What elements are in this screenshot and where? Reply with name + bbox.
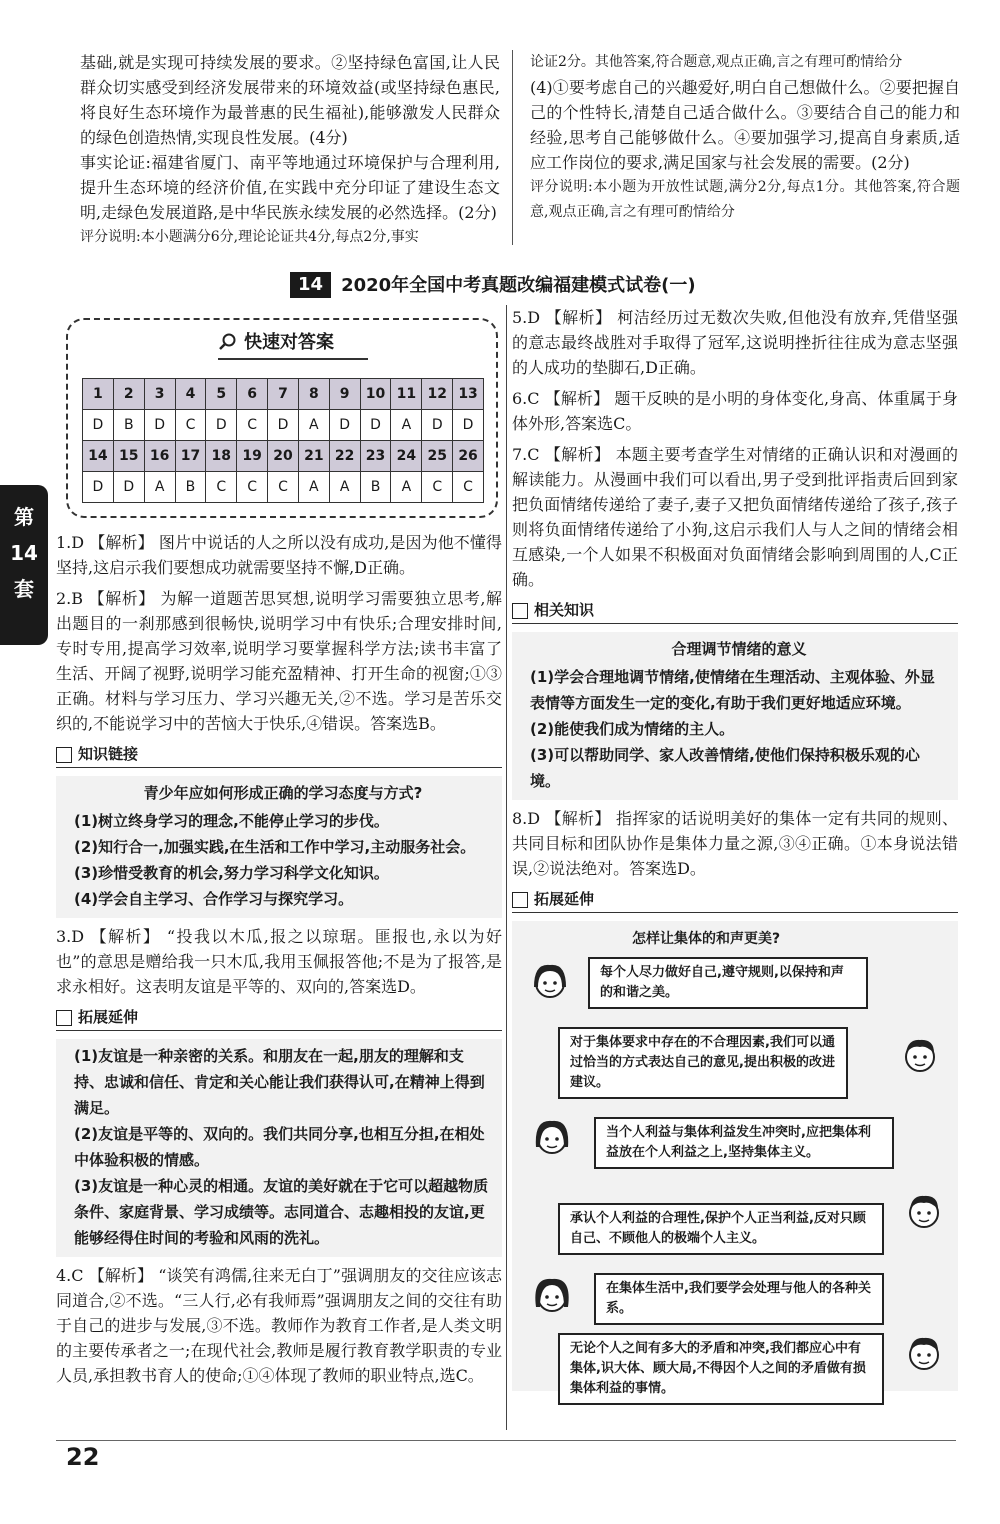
- answer-cell: A: [329, 472, 360, 503]
- question-number-cell: 19: [237, 441, 268, 472]
- extension-header-right: [512, 887, 958, 913]
- answer-cell: D: [206, 410, 237, 441]
- answer-cell: A: [298, 410, 329, 441]
- top-right-text: [530, 50, 960, 225]
- answer-cell: C: [453, 472, 484, 503]
- extension-icon: [56, 1010, 72, 1026]
- emotion-regulation-item: (3)可以帮助同学、家人改善情绪,使他们保持积极乐观的心境。: [530, 746, 920, 790]
- boy-face-icon: [896, 1031, 944, 1079]
- emotion-regulation-box: [512, 632, 958, 800]
- friendship-item: (2)友谊是平等的、双向的。我们共同分享,也相互分担,在相处中体验积极的情感。: [74, 1125, 485, 1169]
- extension-header-left: [56, 1005, 502, 1031]
- top-left-para-3: 评分说明:本小题满分6分,理论论证共4分,每点2分,事实: [80, 229, 419, 245]
- answer-cell: C: [237, 472, 268, 503]
- question-number-cell: 22: [329, 441, 360, 472]
- answer-explanation-7: 7.C 【解析】 本题主要考查学生对情绪的正确认识和对漫画的解读能力。从漫画中我们可以看出,男子受到批评指责后回到家把负面情绪传递给了妻子,妻子又把负面情绪传递给了孩子,孩子则将负面情绪传递给了小狗,这启示我们人与人之间的情绪会相互感染,一个人如果不积极面对负面情绪会影响到周围的人,C正确。: [512, 445, 958, 589]
- answer-cell: C: [422, 472, 453, 503]
- answer-cell: D: [453, 410, 484, 441]
- question-number-cell: 15: [113, 441, 144, 472]
- answer-key-title: [218, 328, 358, 356]
- side-tab-line-1: 第: [14, 505, 34, 529]
- answer-cell: B: [360, 472, 391, 503]
- question-number-cell: 6: [237, 379, 268, 410]
- collective-harmony-cartoon: [512, 921, 958, 1396]
- learning-attitude-item: (4)学会自主学习、合作学习与探究学习。: [74, 890, 354, 908]
- answer-cell: C: [237, 410, 268, 441]
- answer-cell: D: [268, 410, 299, 441]
- answer-cell: C: [268, 472, 299, 503]
- question-number-cell: 11: [391, 379, 422, 410]
- knowledge-link-header: [56, 742, 502, 768]
- learning-attitude-item: (1)树立终身学习的理念,不能停止学习的步伐。: [74, 812, 389, 830]
- speech-bubble-5: 在集体生活中,我们要学会处理与他人的各种关系。: [594, 1273, 884, 1325]
- right-column: [512, 305, 958, 1396]
- speech-bubble-3: 当个人利益与集体利益发生冲突时,应把集体利益放在个人利益之上,坚持集体主义。: [594, 1117, 894, 1169]
- speech-bubble-4: 承认个人利益的合理性,保护个人正当利益,反对只顾自己、不顾他人的极端个人主义。: [558, 1203, 884, 1255]
- question-number-cell: 14: [83, 441, 114, 472]
- speech-bubble-1: 每个人尽力做好自己,遵守规则,以保持和声的和谐之美。: [588, 957, 868, 1009]
- question-number-cell: 13: [453, 379, 484, 410]
- top-left-para-1: 基础,就是实现可持续发展的要求。②坚持绿色富国,让人民群众切实感受到经济发展带来的环境效益(或坚持绿色惠民,将良好生态环境作为最普惠的民生福祉),能够激发人民群众的绿色创造热情,实现良性发展。(4分): [80, 53, 500, 147]
- page-number: 22: [66, 1443, 100, 1471]
- top-right-para-2: (4)①要考虑自己的兴趣爱好,明白自己想做什么。②要把握自己的个性特长,清楚自己适合做什么。③要结合自己的能力和经验,思考自己能够做什么。④要加强学习,提高自身素质,适应工作岗位的要求,满足国家与社会发展的需要。(2分): [530, 78, 960, 172]
- learning-attitude-item: (2)知行合一,加强实践,在生活和工作中学习,主动服务社会。: [74, 838, 476, 856]
- emotion-regulation-item: (2)能使我们成为情绪的主人。: [530, 720, 735, 738]
- link-icon: [56, 747, 72, 763]
- question-number-cell: 2: [113, 379, 144, 410]
- related-icon: [512, 603, 528, 619]
- learning-attitude-box: [56, 776, 502, 918]
- answer-key-title-underline: [218, 358, 368, 360]
- friendship-item: (3)友谊是一种心灵的相通。友谊的美好就在于它可以超越物质条件、家庭背景、学习成绩等。志同道合、志趣相投的友谊,更能够经得住时间的考验和风雨的洗礼。: [74, 1177, 489, 1247]
- friendship-item: (1)友谊是一种亲密的关系。和朋友在一起,朋友的理解和支持、忠诚和信任、肯定和关心能让我们获得认可,在精神上得到满足。: [74, 1047, 485, 1117]
- section-number: 14: [290, 272, 331, 298]
- speech-bubble-2: 对于集体要求中存在的不合理因素,我们可以通过恰当的方式表达自己的意见,提出积极的改进建议。: [558, 1027, 848, 1099]
- answer-cell: D: [422, 410, 453, 441]
- answer-row-numbers-2: [83, 441, 484, 472]
- girl-face-icon: [528, 1113, 576, 1161]
- extension-label-left: 拓展延伸: [78, 1008, 139, 1026]
- magnifier-icon: [218, 332, 238, 352]
- question-number-cell: 23: [360, 441, 391, 472]
- left-column: [56, 530, 502, 1394]
- question-number-cell: 9: [329, 379, 360, 410]
- column-divider: [506, 305, 507, 1430]
- answer-cell: A: [391, 472, 422, 503]
- question-number-cell: 17: [175, 441, 206, 472]
- answer-cell: B: [175, 472, 206, 503]
- answer-explanation-4: 4.C 【解析】 “谈笑有鸿儒,往来无白丁”强调朋友的交往应该志同道合,②不选。“三人行,必有我师焉”强调朋友之间的交往有助于自己的进步与发展,③不选。教师作为教育工作者,是人类文明的主要传承者之一;在现代社会,教师是履行教育教学职责的专业人员,承担教书育人的使命;①④体现了教师的职业特点,选C。: [56, 1266, 502, 1385]
- speech-bubble-6: 无论个人之间有多大的矛盾和冲突,我们都应心中有集体,识大体、顾大局,不得因个人之间的矛盾做有损集体利益的事情。: [558, 1333, 884, 1405]
- question-number-cell: 16: [144, 441, 175, 472]
- question-number-cell: 24: [391, 441, 422, 472]
- girl-face-icon: [528, 1271, 576, 1319]
- answer-cell: D: [144, 410, 175, 441]
- girl-face-icon: [526, 957, 574, 1005]
- boy-face-icon: [900, 1329, 948, 1377]
- knowledge-link-label: 知识链接: [78, 745, 139, 763]
- side-tab-line-3: 套: [14, 577, 34, 601]
- top-left-para-2: 事实论证:福建省厦门、南平等地通过环境保护与合理利用,提升生态环境的经济价值,在实践中充分印证了建设生态文明,走绿色发展道路,是中华民族永续发展的必然选择。(2分): [80, 153, 500, 222]
- question-number-cell: 12: [422, 379, 453, 410]
- related-knowledge-label: 相关知识: [534, 601, 595, 619]
- answer-row-numbers-1: [83, 379, 484, 410]
- extension-icon: [512, 892, 528, 908]
- answer-explanation-1: 1.D 【解析】 图片中说话的人之所以没有成功,是因为他不懂得坚持,这启示我们要想成功就需要坚持不懈,D正确。: [56, 533, 502, 577]
- question-number-cell: 5: [206, 379, 237, 410]
- extension-label-right: 拓展延伸: [534, 890, 595, 908]
- answer-key-table: [82, 378, 484, 503]
- cartoon-title: 怎样让集体的和声更美?: [632, 931, 781, 947]
- question-number-cell: 25: [422, 441, 453, 472]
- answer-cell: D: [329, 410, 360, 441]
- side-tab: [0, 485, 48, 645]
- answer-row-answers-1: [83, 410, 484, 441]
- learning-attitude-title: 青少年应如何形成正确的学习态度与方式?: [143, 784, 423, 802]
- question-number-cell: 8: [298, 379, 329, 410]
- emotion-regulation-title: 合理调节情绪的意义: [671, 640, 807, 658]
- answer-cell: D: [83, 472, 114, 503]
- answer-cell: B: [113, 410, 144, 441]
- answer-cell: A: [144, 472, 175, 503]
- footer-line: [56, 1440, 956, 1441]
- question-number-cell: 1: [83, 379, 114, 410]
- question-number-cell: 21: [298, 441, 329, 472]
- answer-explanation-2: 2.B 【解析】 为解一道题苦思冥想,说明学习需要独立思考,解出题目的一刹那感到很畅快,说明学习中有快乐;合理安排时间,专时专用,提高学习效率,说明学习要掌握科学方法;读书丰富了生活、开阔了视野,说明学习能充盈精神、打开生命的视窗;①③正确。材料与学习压力、学习兴趣无关,②不选。学习是苦乐交织的,不能说学习中的苦恼大于快乐,④错误。答案选B。: [56, 589, 502, 733]
- question-number-cell: 4: [175, 379, 206, 410]
- answer-cell: A: [298, 472, 329, 503]
- section-heading: [290, 270, 696, 300]
- answer-key-title-text: 快速对答案: [244, 331, 334, 353]
- question-number-cell: 10: [360, 379, 391, 410]
- section-title: 2020年全国中考真题改编福建模式试卷(一): [341, 274, 696, 296]
- top-right-para-3: 评分说明:本小题为开放性试题,满分2分,每点1分。其他答案,符合题意,观点正确,言之有理可酌情给分: [530, 179, 960, 220]
- question-number-cell: 7: [268, 379, 299, 410]
- boy-face-icon: [900, 1187, 948, 1235]
- side-tab-line-2: 14: [10, 541, 38, 565]
- answer-cell: D: [360, 410, 391, 441]
- question-number-cell: 20: [268, 441, 299, 472]
- emotion-regulation-item: (1)学会合理地调节情绪,使情绪在生理活动、主观体验、外显表情等方面发生一定的变化,有助于我们更好地适应环境。: [530, 668, 935, 712]
- answer-cell: C: [206, 472, 237, 503]
- question-number-cell: 3: [144, 379, 175, 410]
- answer-explanation-6: 6.C 【解析】 题干反映的是小明的身体变化,身高、体重属于身体外形,答案选C。: [512, 389, 958, 433]
- friendship-box: [56, 1039, 502, 1257]
- answer-cell: D: [113, 472, 144, 503]
- related-knowledge-header: [512, 598, 958, 624]
- top-right-para-1: 论证2分。其他答案,符合题意,观点正确,言之有理可酌情给分: [530, 54, 903, 70]
- question-number-cell: 18: [206, 441, 237, 472]
- top-left-text: [80, 50, 500, 250]
- answer-cell: D: [83, 410, 114, 441]
- answer-explanation-3: 3.D 【解析】 “投我以木瓜,报之以琼琚。匪报也,永以为好也”的意思是赠给我一只木瓜,我用玉佩报答他;不是为了报答,是求永相好。这表明友谊是平等的、双向的,答案选D。: [56, 927, 502, 996]
- answer-explanation-5: 5.D 【解析】 柯洁经历过无数次失败,但他没有放弃,凭借坚强的意志最终战胜对手取得了冠军,这说明挫折往往成为意志坚强的人成功的垫脚石,D正确。: [512, 308, 958, 377]
- answer-key-box: [66, 318, 498, 518]
- answer-cell: C: [175, 410, 206, 441]
- learning-attitude-item: (3)珍惜受教育的机会,努力学习科学文化知识。: [74, 864, 389, 882]
- answer-cell: A: [391, 410, 422, 441]
- answer-row-answers-2: [83, 472, 484, 503]
- answer-explanation-8: 8.D 【解析】 指挥家的话说明美好的集体一定有共同的规则、共同目标和团队协作是集体力量之源,③④正确。①本身说法错误,②说法绝对。答案选D。: [512, 809, 958, 878]
- question-number-cell: 26: [453, 441, 484, 472]
- top-divider: [512, 50, 513, 245]
